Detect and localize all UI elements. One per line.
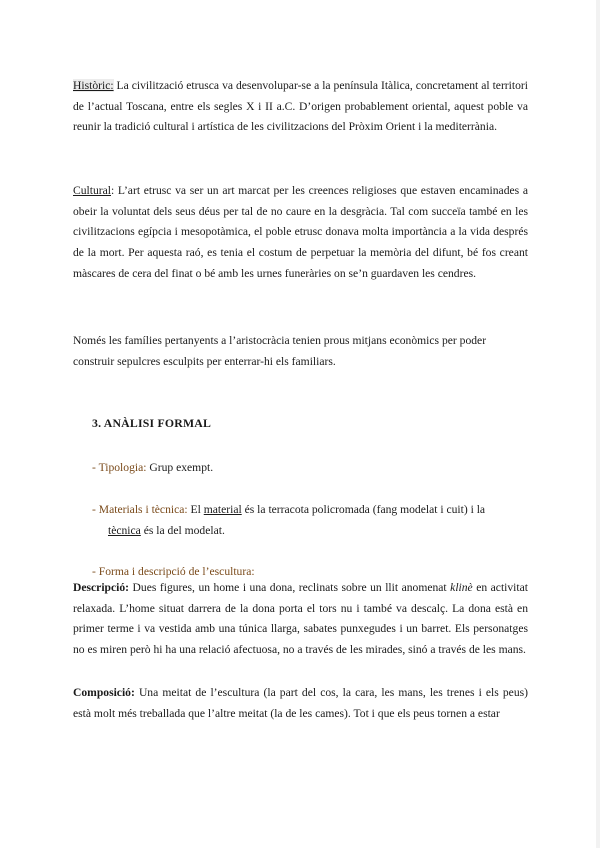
families-text: Només les famílies pertanyents a l’aristocràcia tenien prous mitjans econòmics per poder construir sepulcres esculpits per enterrar-hi els familiars. (73, 334, 487, 368)
materials-pre: El (187, 503, 204, 516)
composicio-text: Una meitat de l’escultura (la part del cos, la cara, les mans, les trenes i els peus) està molt més treballada que l’altre meitat (la de les cames). Tot i que els peus tornen a estar (73, 686, 528, 720)
materials-tecnica-word: tècnica (108, 523, 141, 537)
forma-label: Forma i descripció de l’escultura: (98, 565, 255, 578)
item-tipologia (92, 458, 512, 479)
page-edge-bar (596, 0, 600, 848)
paragraph-historic (73, 76, 528, 138)
descripcio-text-a: Dues figures, un home i una dona, reclinats sobre un llit anomenat (129, 581, 451, 594)
materials-label: Materials i tècnica: (98, 503, 188, 516)
descripcio-text-b: en activitat relaxada. L’home situat darrera de la dona porta el tors nu i també va descalç. La dona està en primer terme i va vestida amb una túnica llarga, sabates punxegudes i un barret. Els personatges no es miren però hi ha una relació afectuosa, no a través de les mirades, sinó a través de les mans. (73, 581, 528, 657)
kline-term: klinè (450, 581, 473, 594)
section-heading: 3. ANÀLISI FORMAL (92, 416, 212, 430)
paragraph-composicio (73, 683, 528, 724)
item-materials (92, 500, 512, 541)
paragraph-descripcio (73, 578, 528, 661)
tipologia-dash: - (92, 461, 99, 474)
paragraph-families (73, 331, 528, 372)
materials-dash: - (92, 503, 99, 516)
tipologia-label: Tipologia: (98, 461, 147, 474)
composicio-label: Composició: (73, 686, 135, 699)
historic-text: La civilització etrusca va desenvolupar-se a la península Itàlica, concretament al territori de l’actual Toscana, entre els segles X i II a.C. D’origen probablement oriental, aquest poble va reunir la tradició cultural i artística de les civilitzacions del Pròxim Orient i la mediterrània. (73, 79, 528, 134)
materials-post: és la del modelat. (140, 523, 225, 537)
materials-material-word: material (203, 503, 242, 516)
cultural-label: Cultural (73, 184, 111, 197)
tipologia-value: Grup exempt. (146, 461, 214, 474)
cultural-text: : L’art etrusc va ser un art marcat per les creences religioses que estaven encaminades a obeir la voluntat dels seus déus per tal de no caure en la desgràcia. Tal com succeïa també en les civilitzacions egípcia i mesopotàmica, el poble etrusc donava molta importància a la vida després de la mort. Per aquesta raó, es tenia el costum de perpetuar la memòria del difunt, bé fos creant màscares de cera del finat o bé amb les urnes funeràries on se’n guardaven les cendres. (73, 184, 528, 280)
historic-label: Històric: (73, 79, 114, 92)
forma-dash: - (92, 565, 99, 578)
materials-continuation (92, 521, 512, 542)
paragraph-cultural (73, 181, 528, 285)
descripcio-label: Descripció: (73, 581, 130, 594)
materials-mid: és la terracota policromada (fang modelat i cuit) i la (241, 503, 486, 516)
